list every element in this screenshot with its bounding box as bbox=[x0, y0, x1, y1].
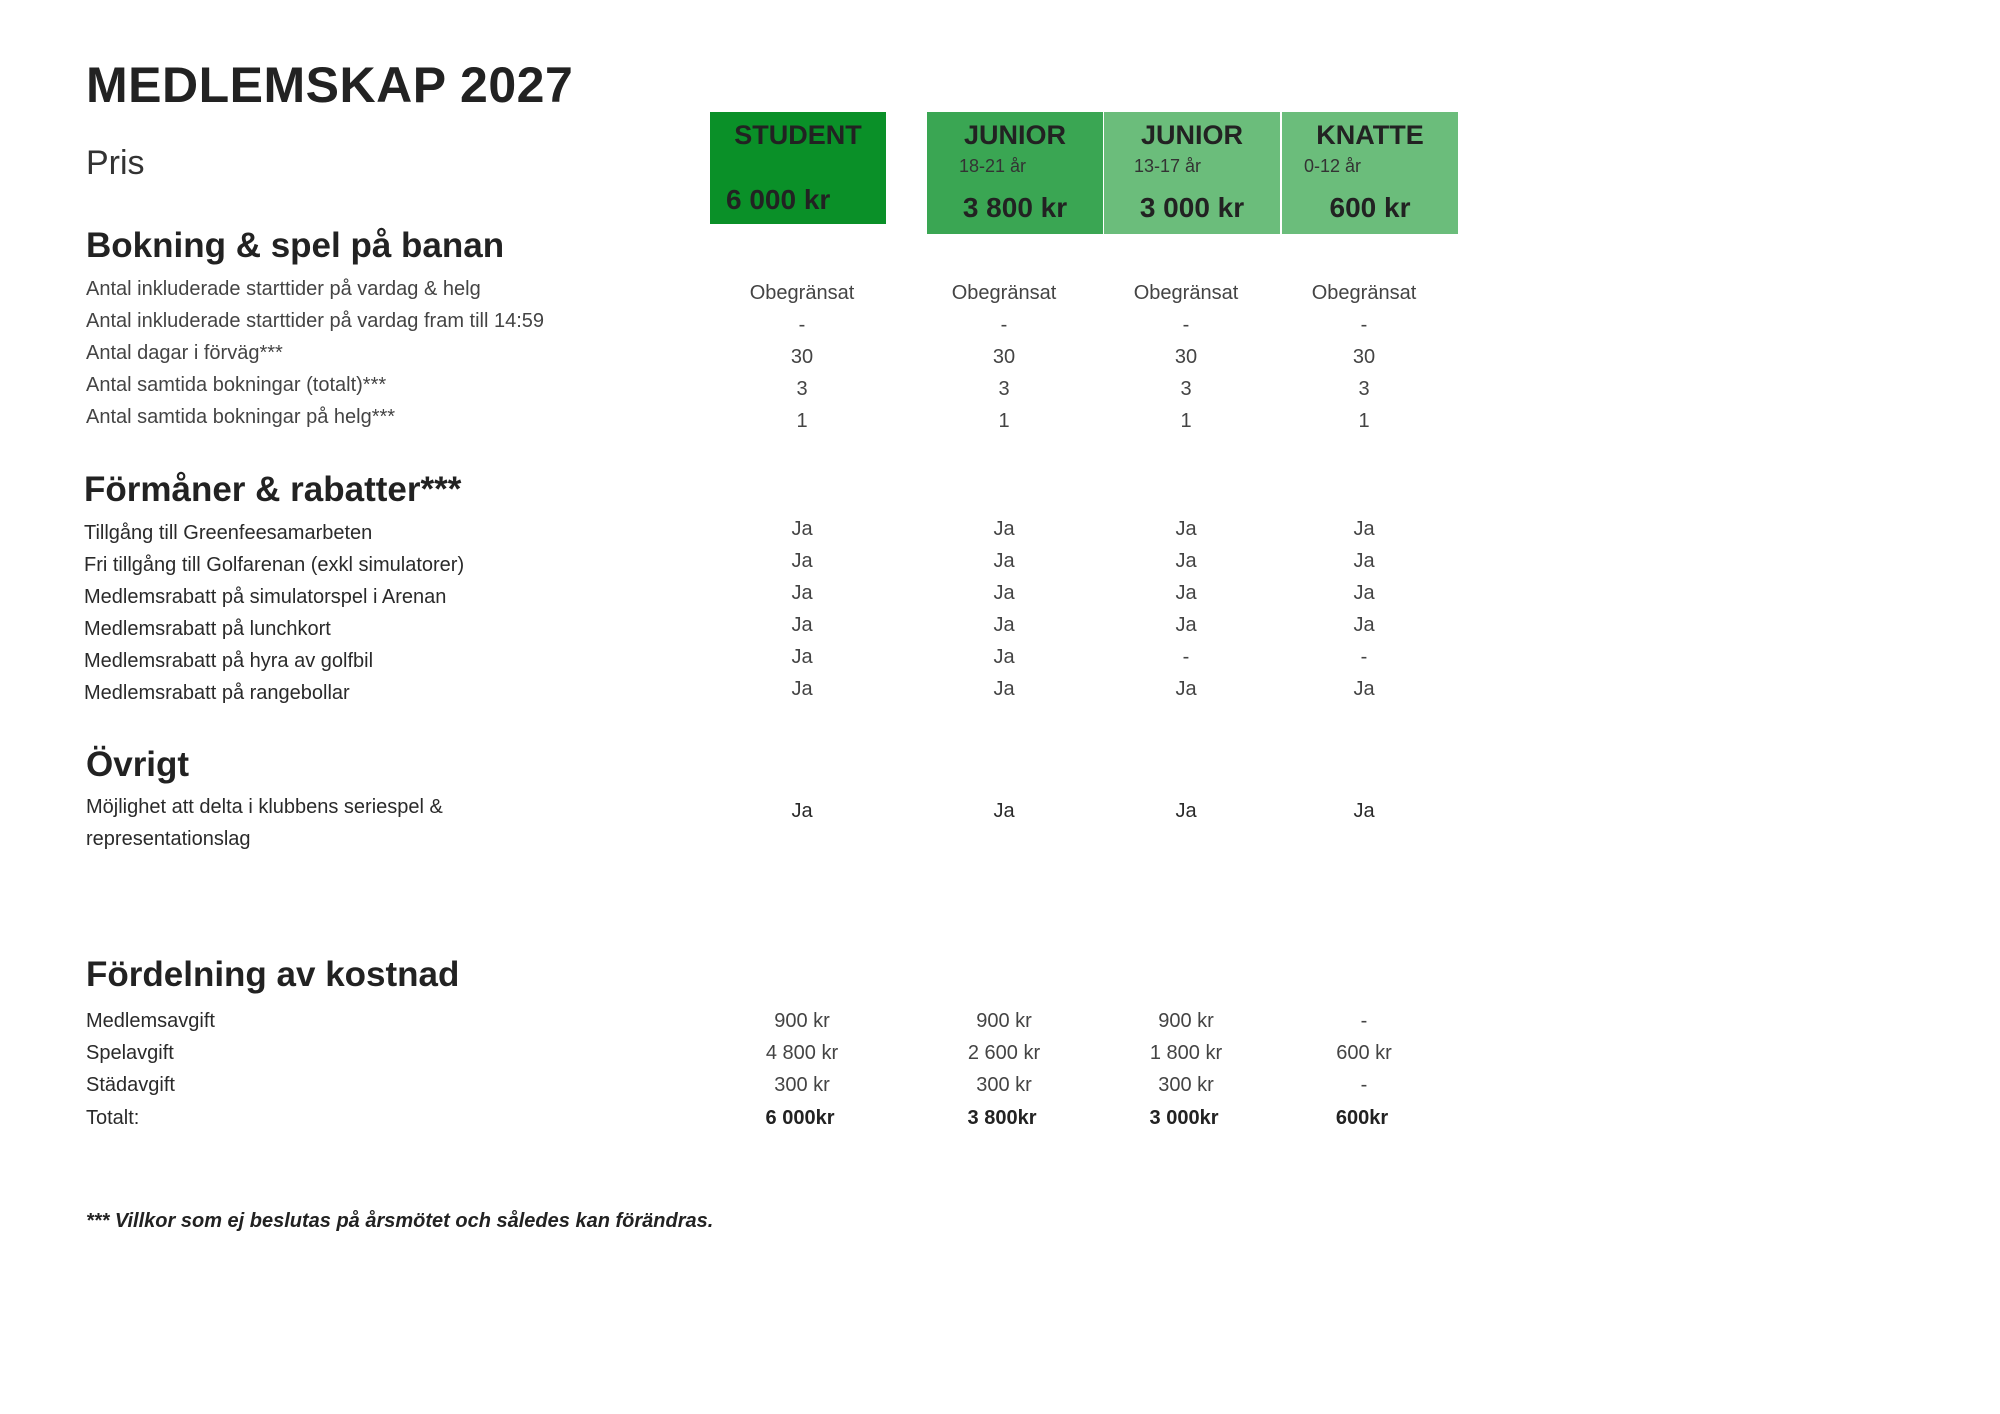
cell-value: 30 bbox=[1352, 346, 1376, 368]
section-heading-cost: Fördelning av kostnad bbox=[86, 955, 460, 994]
cell-value: Ja bbox=[1175, 800, 1197, 822]
card-knatte bbox=[1282, 112, 1458, 234]
cell-value: 600 kr bbox=[1336, 1042, 1392, 1064]
row-label: Antal dagar i förväg*** bbox=[86, 342, 283, 364]
cell-value: Ja bbox=[1175, 614, 1197, 636]
cell-value: Ja bbox=[1175, 678, 1197, 700]
row-label: Antal inkluderade starttider på vardag & helg bbox=[86, 278, 481, 300]
cell-value: 300 kr bbox=[976, 1074, 1032, 1096]
cell-value: Ja bbox=[1353, 582, 1375, 604]
cell-value: Obegränsat bbox=[749, 282, 855, 304]
cell-value: Ja bbox=[791, 582, 813, 604]
total-value: 6 000kr bbox=[765, 1107, 835, 1129]
cell-value: Ja bbox=[1353, 614, 1375, 636]
row-label: Möjlighet att delta i klubbens seriespel & bbox=[86, 796, 443, 818]
cell-value: - bbox=[1360, 646, 1368, 668]
cell-value: 30 bbox=[790, 346, 814, 368]
cell-value: 1 800 kr bbox=[1149, 1042, 1223, 1064]
card-age: 0-12 år bbox=[1304, 156, 1362, 176]
card-age: 13-17 år bbox=[1134, 156, 1202, 176]
row-label: Tillgång till Greenfeesamarbeten bbox=[84, 522, 373, 544]
cell-value: 1 bbox=[1180, 410, 1192, 432]
total-value: 600kr bbox=[1335, 1107, 1389, 1129]
row-label: Fri tillgång till Golfarenan (exkl simulatorer) bbox=[84, 554, 465, 576]
cell-value: Ja bbox=[993, 518, 1015, 540]
cell-value: - bbox=[1182, 314, 1190, 336]
card-price: 3 000 kr bbox=[1139, 192, 1245, 223]
cell-value: - bbox=[1360, 314, 1368, 336]
row-label: Städavgift bbox=[86, 1074, 175, 1096]
card-price: 3 800 kr bbox=[962, 192, 1068, 223]
cell-value: Ja bbox=[1175, 582, 1197, 604]
cell-value: 1 bbox=[796, 410, 808, 432]
cell-value: 30 bbox=[1174, 346, 1198, 368]
card-name: STUDENT bbox=[734, 120, 862, 150]
cell-value: Ja bbox=[993, 678, 1015, 700]
row-label: Medlemsrabatt på simulatorspel i Arenan bbox=[84, 586, 447, 608]
total-label: Totalt: bbox=[86, 1107, 140, 1129]
row-label-continued: representationslag bbox=[86, 828, 251, 850]
cell-value: Ja bbox=[993, 550, 1015, 572]
cell-value: 1 bbox=[1358, 410, 1370, 432]
cell-value: Ja bbox=[993, 614, 1015, 636]
row-label: Antal samtida bokningar på helg*** bbox=[86, 406, 396, 428]
row-label: Antal samtida bokningar (totalt)*** bbox=[86, 374, 387, 396]
card-student bbox=[710, 112, 886, 224]
cell-value: 900 kr bbox=[774, 1010, 830, 1032]
cell-value: 3 bbox=[1180, 378, 1192, 400]
card-name: JUNIOR bbox=[963, 120, 1066, 150]
cell-value: Ja bbox=[791, 646, 813, 668]
price-label: Pris bbox=[86, 144, 145, 182]
section-heading-benefits: Förmåner & rabatter*** bbox=[84, 470, 462, 509]
cell-value: Ja bbox=[1175, 550, 1197, 572]
section-heading-other: Övrigt bbox=[86, 745, 190, 784]
cell-value: Ja bbox=[791, 518, 813, 540]
cell-value: 300 kr bbox=[1158, 1074, 1214, 1096]
cell-value: 3 bbox=[1358, 378, 1370, 400]
cell-value: 30 bbox=[992, 346, 1016, 368]
cell-value: Obegränsat bbox=[951, 282, 1057, 304]
cell-value: 3 bbox=[796, 378, 808, 400]
cell-value: Obegränsat bbox=[1311, 282, 1417, 304]
card-price: 600 kr bbox=[1329, 192, 1411, 223]
section-heading-booking: Bokning & spel på banan bbox=[86, 226, 505, 265]
cell-value: - bbox=[1360, 1010, 1368, 1032]
total-value: 3 800kr bbox=[967, 1107, 1037, 1129]
cell-value: - bbox=[1000, 314, 1008, 336]
cell-value: Ja bbox=[1175, 518, 1197, 540]
total-value: 3 000kr bbox=[1149, 1107, 1219, 1129]
cell-value: - bbox=[798, 314, 806, 336]
cell-value: - bbox=[1182, 646, 1190, 668]
row-label: Medlemsavgift bbox=[86, 1010, 215, 1032]
cell-value: Ja bbox=[993, 646, 1015, 668]
cell-value: 2 600 kr bbox=[967, 1042, 1041, 1064]
cell-value: 1 bbox=[998, 410, 1010, 432]
card-age: 18-21 år bbox=[959, 156, 1027, 176]
cell-value: 900 kr bbox=[976, 1010, 1032, 1032]
cell-value: Ja bbox=[791, 550, 813, 572]
cell-value: Ja bbox=[791, 800, 813, 822]
row-label: Antal inkluderade starttider på vardag fram till 14:59 bbox=[86, 310, 545, 332]
cell-value: - bbox=[1360, 1074, 1368, 1096]
card-junior-13-17 bbox=[1104, 112, 1280, 234]
cell-value: 3 bbox=[998, 378, 1010, 400]
cell-value: Ja bbox=[993, 800, 1015, 822]
row-label: Medlemsrabatt på lunchkort bbox=[84, 618, 331, 640]
cell-value: Ja bbox=[993, 582, 1015, 604]
row-label: Medlemsrabatt på hyra av golfbil bbox=[84, 650, 374, 672]
card-name: KNATTE bbox=[1316, 120, 1424, 150]
cell-value: 300 kr bbox=[774, 1074, 830, 1096]
cell-value: Ja bbox=[1353, 678, 1375, 700]
card-junior-18-21 bbox=[927, 112, 1103, 234]
cell-value: 900 kr bbox=[1158, 1010, 1214, 1032]
card-name: JUNIOR bbox=[1140, 120, 1243, 150]
page-title: MEDLEMSKAP 2027 bbox=[86, 57, 574, 113]
row-label: Spelavgift bbox=[86, 1042, 174, 1064]
cell-value: Ja bbox=[791, 614, 813, 636]
cell-value: Ja bbox=[1353, 518, 1375, 540]
footnote: *** Villkor som ej beslutas på årsmötet och således kan förändras. bbox=[86, 1210, 714, 1232]
cell-value: 4 800 kr bbox=[765, 1042, 839, 1064]
cell-value: Ja bbox=[1353, 800, 1375, 822]
card-price: 6 000 kr bbox=[726, 184, 831, 215]
row-label: Medlemsrabatt på rangebollar bbox=[84, 682, 350, 704]
cell-value: Ja bbox=[1353, 550, 1375, 572]
cell-value: Obegränsat bbox=[1133, 282, 1239, 304]
cell-value: Ja bbox=[791, 678, 813, 700]
